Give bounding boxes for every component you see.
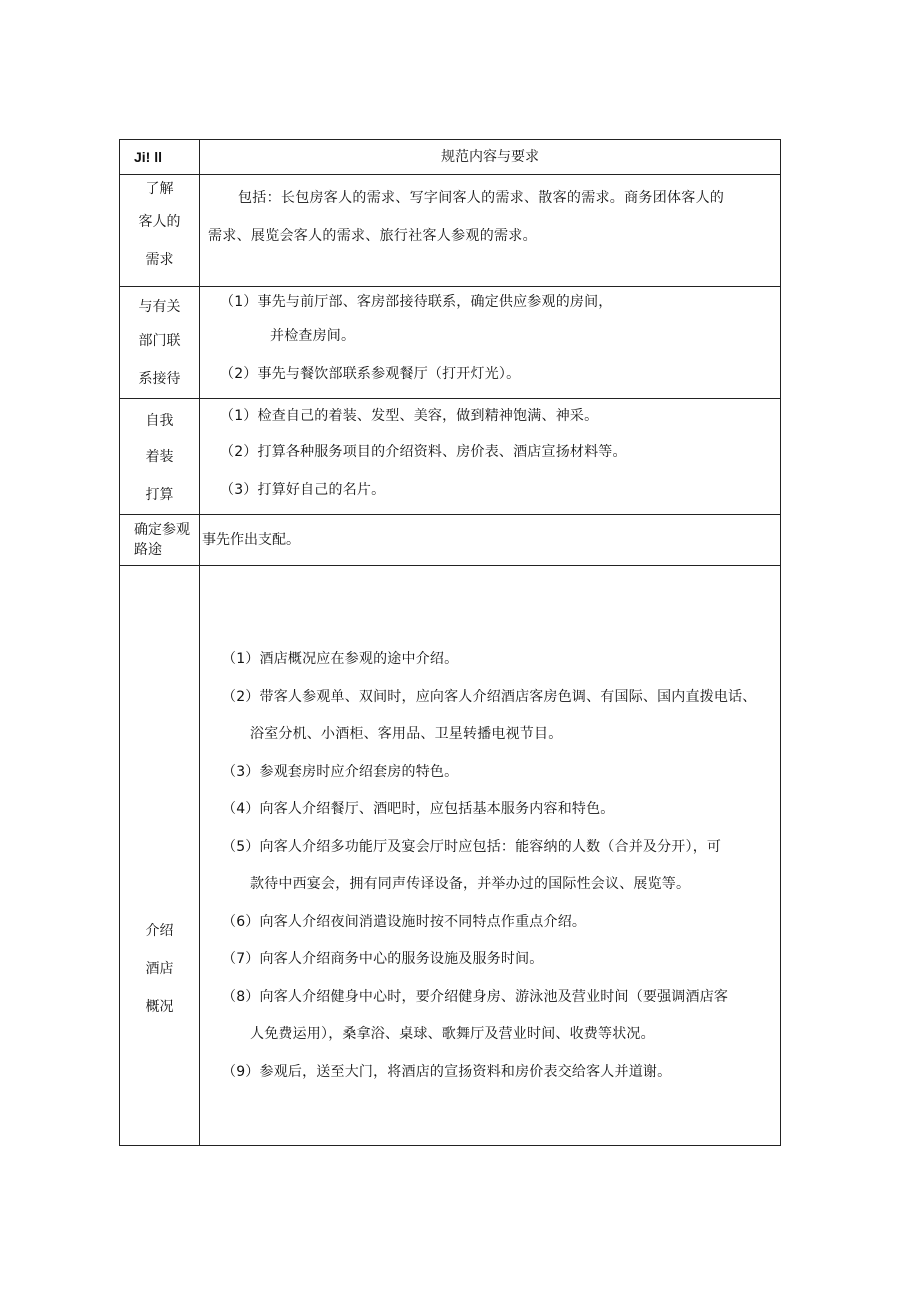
- label-line: 打算: [145, 487, 174, 503]
- list-item: [200, 287, 780, 355]
- row-label-route: [120, 515, 200, 566]
- content-line: 包括：长包房客人的需求、写字间客人的需求、散客的需求。商务团体客人的: [238, 190, 725, 206]
- item-text: （6）向客人介绍夜间消遣设施时按不同特点作重点介绍。: [222, 913, 587, 930]
- list-item: （1）检查自己的着装、发型、美容，做到精神饱满、神采。: [220, 408, 599, 424]
- label-line: 确定参观: [134, 522, 190, 538]
- label-line: 自我: [145, 413, 174, 429]
- item-text: （7）向客人介绍商务中心的服务设施及服务时间。: [222, 951, 544, 967]
- table-row: [120, 399, 781, 515]
- item-continuation: 浴室分机、小酒柜、客用品、卫星转播电视节目。: [250, 726, 563, 742]
- row-content-department-contact: [200, 287, 781, 399]
- list-item: [200, 1054, 780, 1092]
- row-label-department-contact: [120, 287, 200, 399]
- list-item: （2）打算各种服务项目的介绍资料、房价表、酒店宣扬材料等。: [220, 444, 627, 460]
- label-line: 与有关: [138, 299, 181, 315]
- content-line: 需求、展览会客人的需求、旅行社客人参观的需求。: [208, 228, 537, 244]
- list-item: [200, 979, 780, 1054]
- table-row: [120, 287, 781, 399]
- table-header-row: [120, 140, 781, 175]
- item-text: （1）事先与前厅部、客房部接待联系，确定供应参观的房间，: [220, 294, 613, 310]
- label-line: 了解: [145, 181, 174, 197]
- label-line: 客人的: [138, 214, 181, 230]
- label-line: 需求: [145, 252, 174, 268]
- list-item: [200, 641, 780, 679]
- table-row: [120, 566, 781, 1146]
- route-text: 事先作出支配。: [202, 532, 300, 548]
- label-line: 概况: [145, 998, 174, 1015]
- label-line: 部门联: [138, 333, 181, 349]
- item-text: （9）参观后，送至大门，将酒店的宣扬资料和房价表交给客人并道谢。: [222, 1063, 672, 1080]
- item-text: （2）带客人参观单、双间时，应向客人介绍酒店客房色调、有国际、国内直拨电话、: [222, 688, 757, 705]
- item-text: （8）向客人介绍健身中心时，要介绍健身房、游泳池及营业时间（要强调酒店客: [222, 988, 729, 1005]
- list-item: [200, 829, 780, 904]
- row-content-route: [200, 515, 781, 566]
- row-label-hotel-intro: [120, 566, 200, 1146]
- list-item: [200, 355, 780, 393]
- row-content-hotel-intro: [200, 566, 781, 1146]
- row-label-self-dress: [120, 399, 200, 515]
- list-item: [200, 791, 780, 829]
- item-text: （5）向客人介绍多功能厅及宴会厅时应包括：能容纳的人数（合并及分开），可: [222, 838, 722, 855]
- list-item: （3）打算好自己的名片。: [220, 482, 386, 498]
- table-row: [120, 175, 781, 287]
- item-text: （1）酒店概况应在参观的途中介绍。: [222, 651, 459, 667]
- label-line: 系接待: [138, 371, 181, 387]
- row-content-understand-needs: [200, 175, 781, 287]
- item-text: （4）向客人介绍餐厅、酒吧时，应包括基本服务内容和特色。: [222, 801, 615, 817]
- list-item: [200, 941, 780, 979]
- table-row: [120, 515, 781, 566]
- header-right-cell: 规范内容与要求: [200, 140, 781, 175]
- spec-table: [119, 139, 781, 1146]
- label-line: 酒店: [145, 960, 174, 977]
- list-item: [200, 679, 780, 754]
- row-label-understand-needs: [120, 175, 200, 287]
- item-continuation: 并检查房间。: [270, 328, 356, 344]
- item-text: （2）事先与餐饮部联系参观餐厅（打开灯光）。: [220, 366, 521, 382]
- label-line: 路途: [134, 542, 162, 558]
- label-line: 介绍: [145, 922, 174, 939]
- label-line: 着装: [145, 449, 174, 465]
- item-continuation: 款待中西宴会，拥有同声传译设备，并举办过的国际性会议、展览等。: [250, 876, 691, 892]
- header-left-cell: Ji! ll: [120, 140, 200, 175]
- list-item: [200, 904, 780, 942]
- item-text: （3）参观套房时应介绍套房的特色。: [222, 763, 459, 780]
- row-content-self-dress: [200, 399, 781, 515]
- list-item: [200, 754, 780, 792]
- item-continuation: 人免费运用），桑拿浴、桌球、歌舞厅及营业时间、收费等状况。: [250, 1026, 655, 1042]
